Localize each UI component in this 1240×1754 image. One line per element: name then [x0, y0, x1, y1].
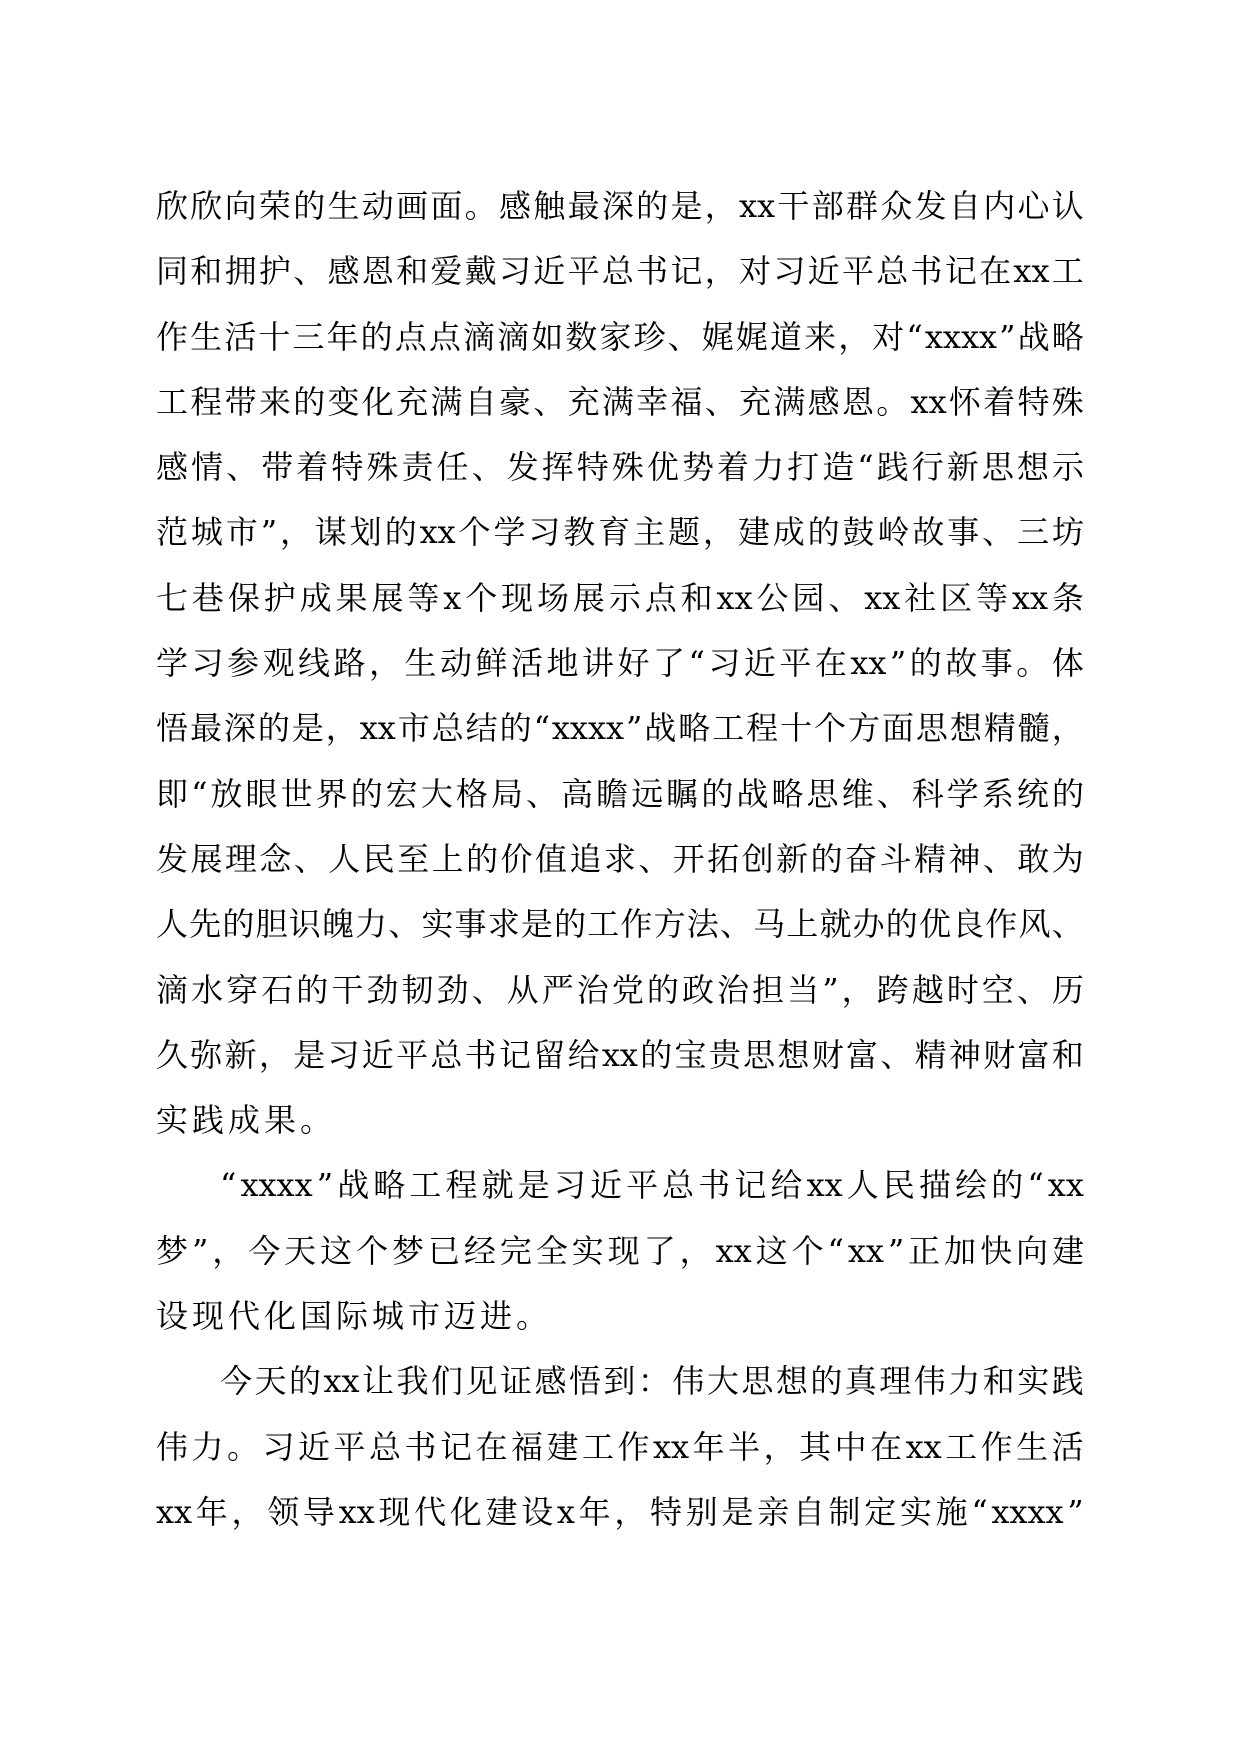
- paragraph-first-line: “ xxxx ” 战 略 工 程 就 是 习 近 平 总 书 记 给 xx 人 民 描 绘 的 “ xx: [220, 1166, 1084, 1205]
- text-line: 发 展 理 念 、 人 民 至 上 的 价 值 追 求 、 开 拓 创 新 的 奋 斗 精 神 、 敢 为: [156, 839, 1084, 878]
- paragraph-first-line: 今 天 的 xx 让 我 们 见 证 感 悟 到 ： 伟 大 思 想 的 真 理 伟 力 和 实 践: [220, 1362, 1084, 1401]
- text-line: 范 城 市 ” ， 谋 划 的 xx 个 学 习 教 育 主 题 ， 建 成 的 鼓 岭 故 事 、 三 坊: [156, 513, 1084, 552]
- text-line: 久 弥 新 ， 是 习 近 平 总 书 记 留 给 xx 的 宝 贵 思 想 财 富 、 精 神 财 富 和: [156, 1035, 1084, 1074]
- text-line: 伟 力 。 习 近 平 总 书 记 在 福 建 工 作 xx 年 半 ， 其 中 在 xx 工 作 生 活: [156, 1427, 1084, 1466]
- paragraph-end-line: 设现代化国际城市迈进。: [156, 1297, 553, 1336]
- text-line: 梦 ” ， 今 天 这 个 梦 已 经 完 全 实 现 了 ， xx 这 个 “ xx ” 正 加 快 向 建: [156, 1231, 1084, 1270]
- text-line: 欣 欣 向 荣 的 生 动 画 面 。 感 触 最 深 的 是 ， xx 干 部 群 众 发 自 内 心 认: [156, 187, 1084, 225]
- text-line: 滴 水 穿 石 的 干 劲 韧 劲 、 从 严 治 党 的 政 治 担 当 ” ， 跨 越 时 空 、 历: [156, 970, 1084, 1009]
- text-line: 学 习 参 观 线 路 ， 生 动 鲜 活 地 讲 好 了 “ 习 近 平 在 xx ” 的 故 事 。 体: [156, 644, 1084, 683]
- text-line: 人 先 的 胆 识 魄 力 、 实 事 求 是 的 工 作 方 法 、 马 上 就 办 的 优 良 作 风 、: [156, 905, 1084, 944]
- text-line: xx 年 ， 领 导 xx 现 代 化 建 设 x 年 ， 特 别 是 亲 自 制 定 实 施 “ xxxx ”: [156, 1492, 1084, 1531]
- paragraph-end-line: 实践成果。: [156, 1101, 337, 1140]
- text-line: 同 和 拥 护 、 感 恩 和 爱 戴 习 近 平 总 书 记 ， 对 习 近 平 总 书 记 在 xx 工: [156, 252, 1084, 291]
- text-line: 悟 最 深 的 是 ， xx 市 总 结 的 “ xxxx ” 战 略 工 程 十 个 方 面 思 想 精 髓 ，: [156, 709, 1084, 748]
- text-line: 工 程 带 来 的 变 化 充 满 自 豪 、 充 满 幸 福 、 充 满 感 恩 。 xx 怀 着 特 殊: [156, 382, 1084, 421]
- text-line: 作 生 活 十 三 年 的 点 点 滴 滴 如 数 家 珍 、 娓 娓 道 来 ， 对 “ xxxx ” 战 略: [156, 317, 1084, 356]
- text-line: 七 巷 保 护 成 果 展 等 x 个 现 场 展 示 点 和 xx 公 园 、 xx 社 区 等 xx 条: [156, 578, 1084, 617]
- text-line: 即 “ 放 眼 世 界 的 宏 大 格 局 、 高 瞻 远 瞩 的 战 略 思 维 、 科 学 系 统 的: [156, 774, 1084, 813]
- body-text: [156, 187, 1084, 1558]
- text-line: 感 情 、 带 着 特 殊 责 任 、 发 挥 特 殊 优 势 着 力 打 造 “ 践 行 新 思 想 示: [156, 448, 1084, 487]
